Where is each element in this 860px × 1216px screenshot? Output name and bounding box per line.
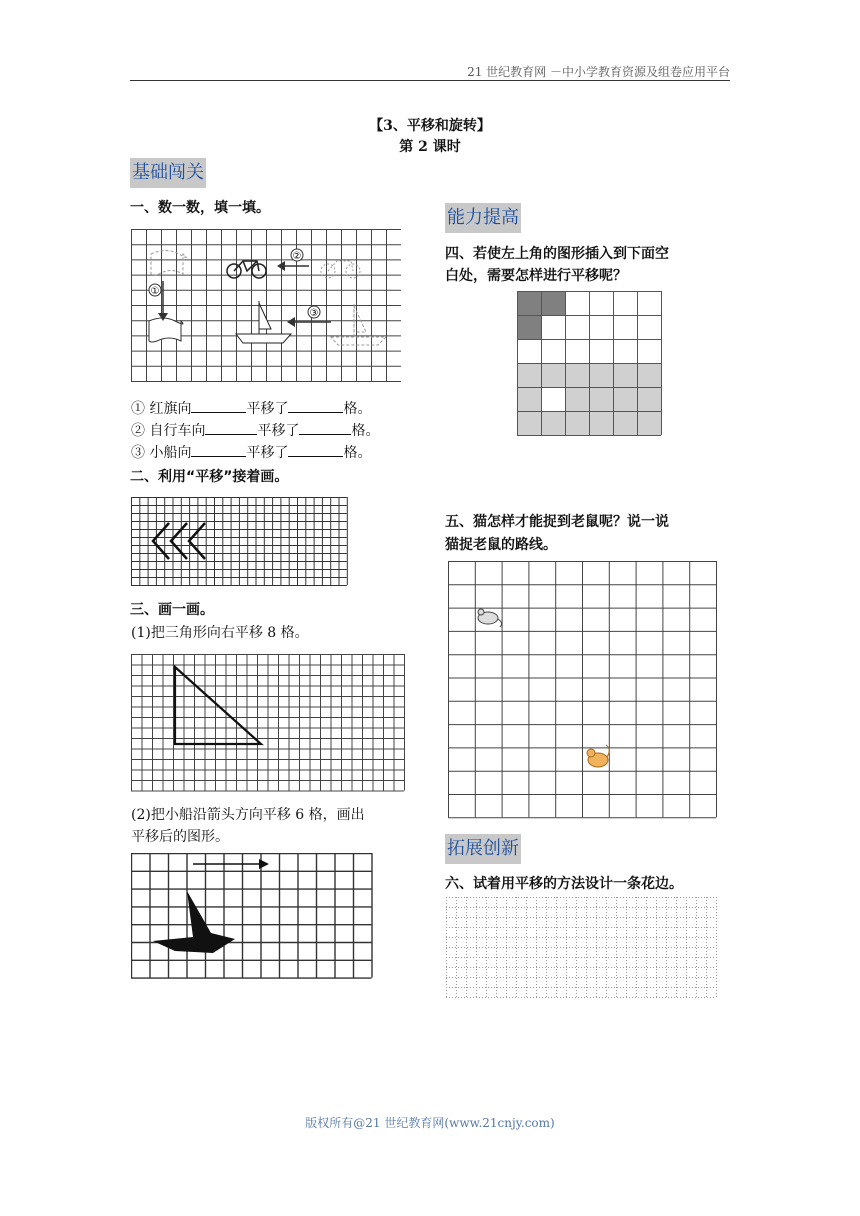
item-number: ② [131,423,145,439]
item-text: 格。 [343,445,372,461]
q3-boat-grid [131,853,372,978]
item-number: ③ [131,445,145,461]
q3-boat-grid-figure [131,853,373,979]
section-badge-extension: 拓展创新 [445,834,521,864]
grid-cell [613,411,637,435]
grid-cell [541,363,565,387]
q4-shape-grid-figure [517,291,665,437]
section-badge-ability: 能力提高 [445,203,521,233]
question-2-title: 二、利用“平移”接着画。 [130,469,289,485]
q5-grid [448,561,717,818]
q6-dotted-grid-figure [446,897,720,999]
item-text: 格。 [351,423,380,439]
boat-icon [236,301,291,343]
lesson-subtitle: 第 2 课时 [399,139,461,155]
grid-cell [517,411,541,435]
section-badge-basic: 基础闯关 [130,158,206,188]
item-number: ① [131,401,145,417]
arrow-3-label: ③ [309,308,319,319]
answer-blank[interactable] [191,398,246,413]
question-4-line2: 白处，需要怎样进行平移呢？ [445,268,627,284]
grid-cell [517,315,541,339]
grid-cell [637,363,661,387]
item-text: 格。 [343,401,372,417]
direction-arrow-head [259,859,269,869]
answer-blank[interactable] [205,420,257,435]
grid-cell [565,411,589,435]
q3-grid [131,654,405,791]
boat-shape [153,891,235,953]
grid-cell [613,387,637,411]
grid-cell [637,411,661,435]
q5-cat-mouse-grid-figure [448,561,718,819]
grid-cell [565,387,589,411]
lesson-title: 【3、平移和旋转】 [369,118,491,134]
q2-grid [131,497,347,586]
flag-original-dashed [151,251,186,276]
item-text: 自行车向 [145,423,206,439]
item-text: 红旗向 [145,401,192,417]
flag-moved [149,318,183,342]
boat-dashed-icon [331,304,386,345]
q6-dotted-grid [446,897,717,998]
q4-grid [517,291,662,436]
mouse-icon [478,609,502,627]
grid-cell [589,387,613,411]
grid-cell [589,411,613,435]
q1-item-1 [131,398,371,420]
grid-cell [541,291,565,315]
grid-cell [565,363,589,387]
grid-cell [637,387,661,411]
item-text: 平移了 [246,401,289,417]
grid-cell [517,291,541,315]
q1-item-3 [131,442,371,464]
grid-cell [517,363,541,387]
q1-item-2 [131,420,379,442]
answer-blank[interactable] [191,442,246,457]
triangle-shape [175,667,261,744]
item-text: 小船向 [145,445,192,461]
grid-cell [613,363,637,387]
question-3-sub2-line1: (2)把小船沿箭头方向平移 6 格，画出 [131,807,365,823]
q1-grid [131,229,401,382]
answer-blank[interactable] [299,420,351,435]
question-4-line1: 四、若使左上角的图形插入到下面空 [445,246,669,262]
question-3-sub1: (1)把三角形向右平移 8 格。 [131,625,309,641]
answer-blank[interactable] [288,398,343,413]
grid-cell [589,363,613,387]
answer-blank[interactable] [288,442,343,457]
q1-grid-figure [131,229,401,383]
page-header [130,60,730,81]
header-text: 21 世纪教育网 －中小学教育资源及组卷应用平台 [467,65,730,79]
question-5-line2: 猫捉老鼠的路线。 [445,537,557,553]
page-footer: 版权所有@21 世纪教育网(www.21cnjy.com) [305,1116,555,1130]
grid-cell [517,387,541,411]
arrow-1-label: ① [150,286,160,297]
item-text: 平移了 [246,445,289,461]
q3-triangle-grid-figure [131,654,405,794]
arrow-2-label: ② [292,251,302,262]
arrow-3-head [287,317,295,327]
item-text: 平移了 [257,423,300,439]
question-3-title: 三、画一画。 [130,602,214,618]
q2-grid-figure [131,497,351,587]
question-5-line1: 五、猫怎样才能捉到老鼠呢？说一说 [445,514,669,530]
question-1-title: 一、数一数，填一填。 [130,200,270,216]
question-6-title: 六、试着用平移的方法设计一条花边。 [445,876,683,892]
grid-cell [541,411,565,435]
question-3-sub2-line2: 平移后的图形。 [131,829,229,845]
